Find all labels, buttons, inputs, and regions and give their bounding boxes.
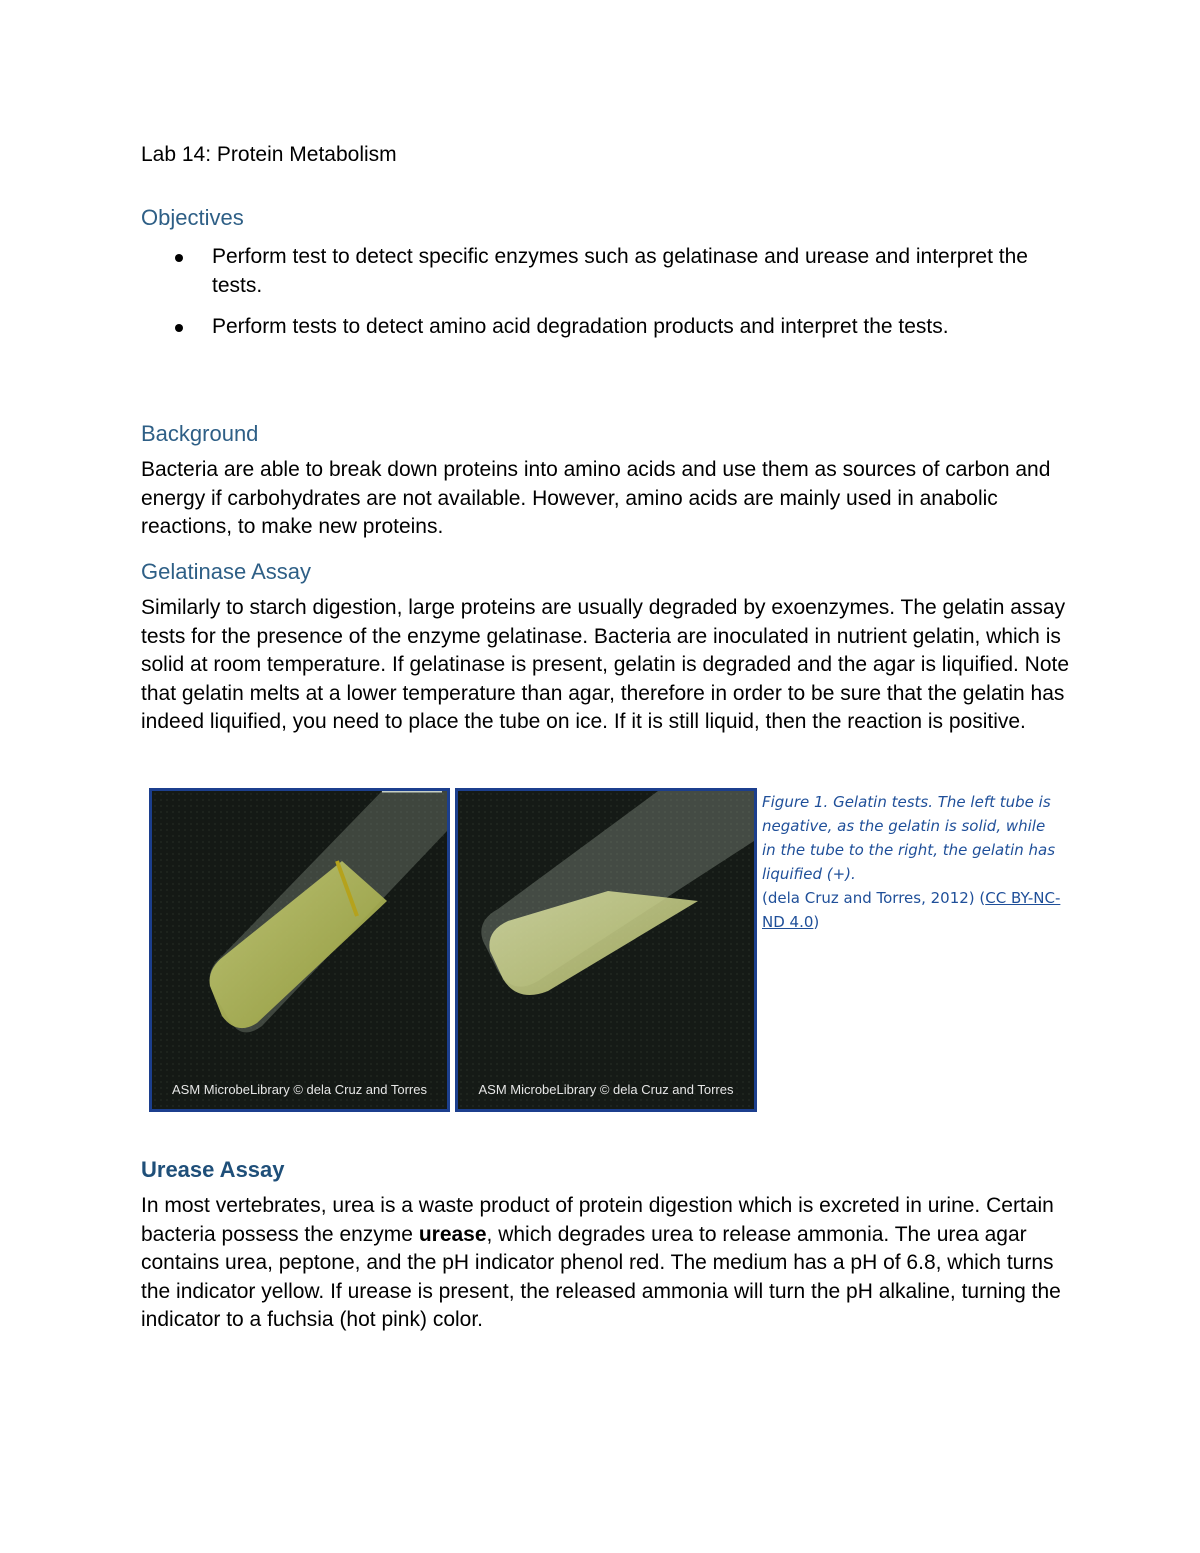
gelatinase-paragraph: Similarly to starch digestion, large proteins are usually degraded by exoenzymes. The gelatin assay tests for the presence of the enzyme gelatinase. Bacteria are inoculated in nutrient gelatin, which is solid at room temperature. If gelatinase is present, gelatin is degraded and the agar is liquified. Note that gelatin melts at a lower temperature than agar, therefore in order to be sure that the gelatin has indeed liquified, you need to place the tube on ice. If it is still liquid, then the reaction is positive. (141, 596, 1070, 733)
background-heading: Background (141, 421, 259, 446)
page-title: Lab 14: Protein Metabolism (141, 143, 397, 166)
urease-paragraph (141, 1192, 1071, 1335)
gelatin-positive-photo (455, 788, 757, 1112)
caption-text: Figure 1. Gelatin tests. The left tube is negative, as the gelatin is solid, while in the tube to the right, the gelatin has liquified (+). (762, 793, 1056, 883)
urease-term: urease (418, 1222, 487, 1246)
photo-credit: ASM MicrobeLibrary © dela Cruz and Torres (172, 1082, 427, 1097)
caption-citation-end: ) (813, 913, 820, 931)
urease-text: In most vertebrates, urea is a waste product of protein digestion which is excreted in urine. Certain bacteria possess the enzyme (141, 1194, 1054, 1246)
background-paragraph: Bacteria are able to break down proteins into amino acids and use them as sources of carbon and energy if carbohydrates are not available. However, amino acids are mainly used in anabolic reactions, to make new proteins. (141, 458, 1051, 538)
gelatin-negative-photo (149, 788, 450, 1112)
figure-caption (762, 790, 1062, 934)
gelatinase-heading: Gelatinase Assay (141, 559, 311, 584)
urease-heading: Urease Assay (141, 1157, 285, 1182)
objective-text: Perform test to detect specific enzymes such as gelatinase and urease and interpret the tests. (212, 245, 1028, 297)
objective-text: Perform tests to detect amino acid degradation products and interpret the tests. (212, 315, 949, 338)
objectives-list (141, 242, 1061, 353)
bullet-icon (175, 324, 183, 332)
caption-citation: (dela Cruz and Torres, 2012) ( (762, 889, 986, 907)
objectives-heading: Objectives (141, 205, 244, 230)
list-item (141, 312, 1061, 341)
photo-credit: ASM MicrobeLibrary © dela Cruz and Torres (478, 1082, 734, 1097)
license-link[interactable]: CC BY-NC-ND 4.0 (762, 889, 1061, 931)
list-item (141, 242, 1061, 300)
bullet-icon (175, 254, 183, 262)
urease-text-cont: , which degrades urea to release ammonia. The urea agar contains urea, peptone, and the pH indicator phenol red. The medium has a pH of 6.8, which turns the indicator yellow. If urease is present, the released ammonia will turn the pH alkaline, turning the indicator to a fuchsia (hot pink) color. (141, 1222, 1061, 1331)
